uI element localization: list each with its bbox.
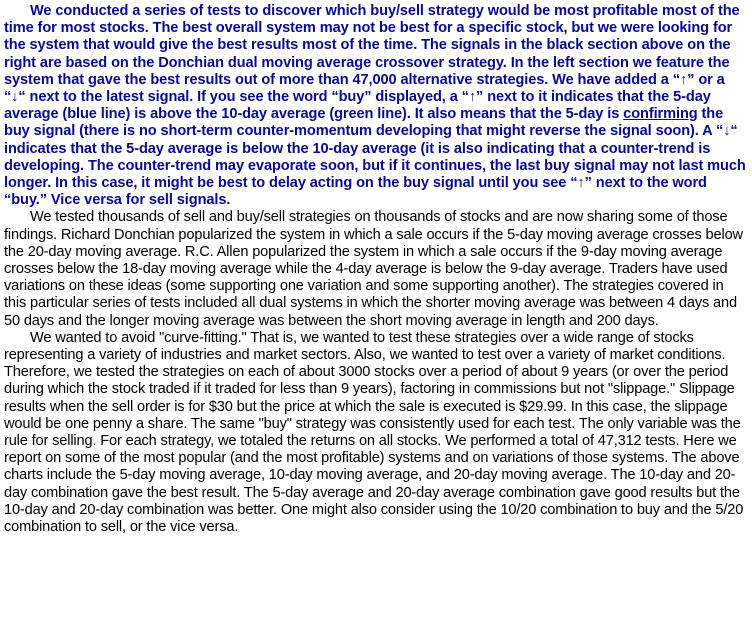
intro-underlined-word: confirming: [623, 106, 698, 123]
intro-text-part1: We conducted a series of tests to discover which buy/sell strategy would be most profitable most of the time for most stocks. The best overall system may not be best for a specific stock, but we were looking for the system that would give the best results most of the time. The signals in the black section above on the right are based on the Donchian dual moving average crossover strategy. In the left section we feature the system that gave the best results out of more than 47,000 alternative strategies. We have added a “↑” or a “↓“ next to the latest signal. If you see the word “buy” displayed, a “↑” next to it indicates that the 5-day average (blue line) is above the 10-day average (green line). It also means that the 5-day is: [4, 3, 740, 123]
intro-text-part2: the buy signal (there is no short-term counter-momentum developing that might reverse the signal soon). A “↓“ indicates that the 5-day average is below the 10-day average (it is also indicating that a counter-trend is developing. The counter-trend may evaporate soon, but if it continues, the last buy signal may not last much longer. In this case, it might be best to delay acting on the buy signal until you see “↑” next to the word “buy.” Vice versa for sell signals.: [4, 106, 746, 209]
body-paragraph-curve-fitting: We wanted to avoid "curve-fitting." That is, we wanted to test these strategies over a wide range of stocks representing a variety of industries and market sectors. Also, we wanted to test over a variety of market conditions. Therefore, we tested the strategies on each of about 3000 stocks over a period of about 9 years (or over the period during which the stock traded if it traded for less than 9 years), factoring in commissions but not "slippage." Slippage results when the sell order is for $30 but the price at which the sale is executed is $29.99. In this case, the slippage would be one penny a share. The same "buy" strategy was consistently used for each test. The only variable was the rule for selling. For each strategy, we totaled the returns on all stocks. We performed a total of 47,312 tests. Here we report on some of the most popular (and the most profitable) systems and on variations of those systems. The above charts include the 5-day moving average, 10-day moving average, and 20-day moving average. The 10-day and 20-day combination gave the best result. The 5-day average and 20-day average combination gave good results but the 10-day and 20-day combination was better. One might also consider using the 10/20 combination to buy and the 5/20 combination to sell, or the vice versa.: [4, 329, 744, 536]
intro-paragraph: [4, 3, 746, 209]
body-paragraph-tests: We tested thousands of sell and buy/sell strategies on thousands of stocks and are now sharing some of those findings. Richard Donchian popularized the system in which a sale occurs if the 5-day moving average crosses below the 20-day moving average. R.C. Allen popularized the system in which a sale occurs if the 9-day moving average crosses below the 18-day moving average while the 4-day average is below the 9-day average. Traders have used variations on these ideas (some supporting one variation and some supporting another). The strategies covered in this particular series of tests included all dual systems in which the shorter moving average was between 4 days and 50 days and the longer moving average was between the short moving average in length and 200 days.: [4, 209, 743, 329]
